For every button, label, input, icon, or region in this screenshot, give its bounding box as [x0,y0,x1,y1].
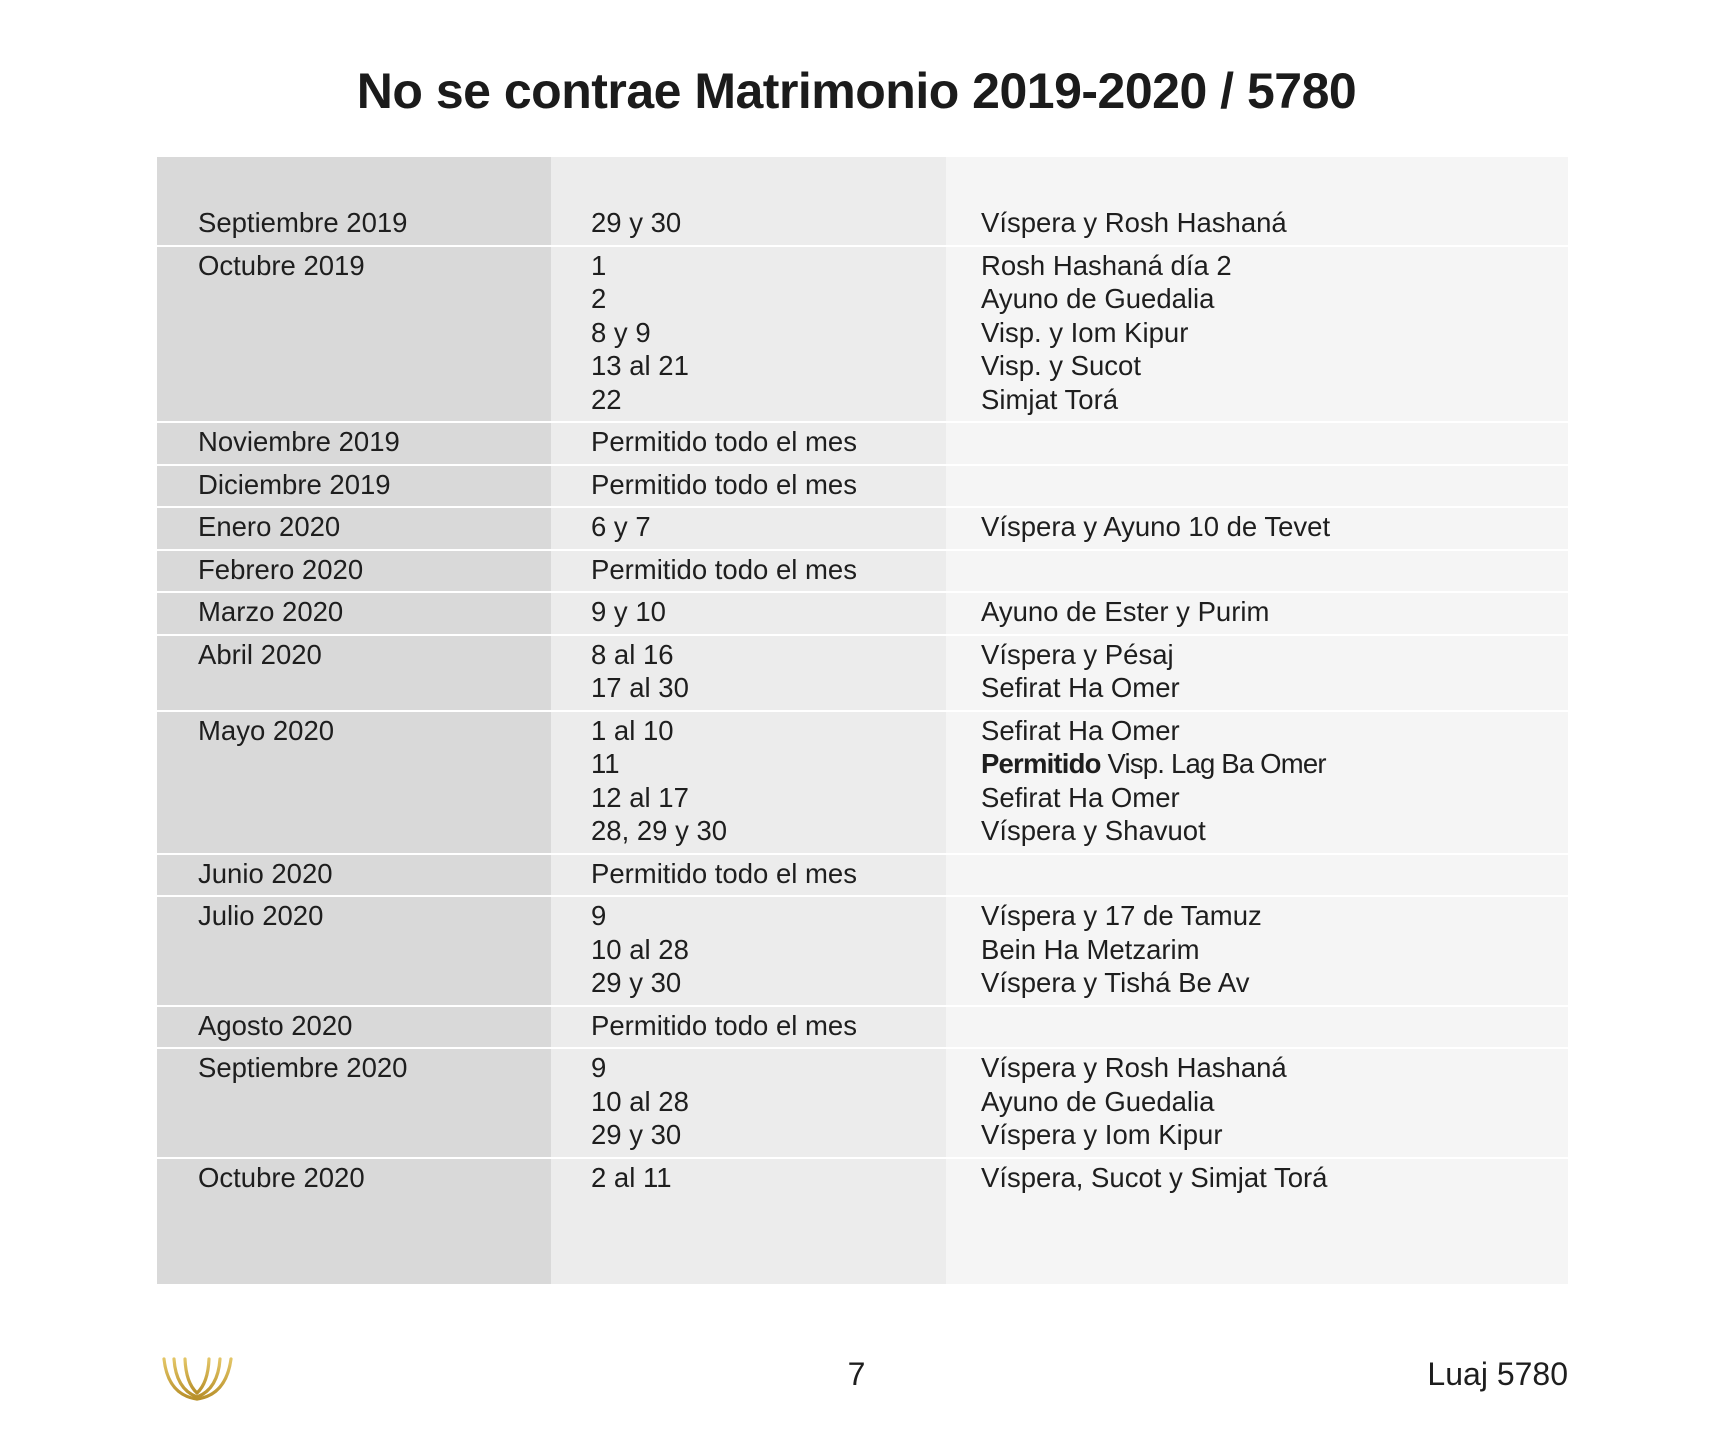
dates-cell [551,553,946,587]
month-cell: Octubre 2019 [198,249,365,281]
date-range: 17 al 30 [591,672,689,703]
reason-cell [946,595,1568,629]
reason-cell [946,468,1568,502]
table-row [157,1159,1568,1200]
date-range: 28, 29 y 30 [591,815,728,846]
table-row [157,593,1568,636]
reason-cell [946,249,1568,417]
reason-cell [946,553,1568,587]
date-range: 6 y 7 [591,511,651,542]
month-cell: Agosto 2020 [198,1009,353,1041]
reason-cell [946,510,1568,544]
date-range: 22 [591,383,622,415]
table-row [157,897,1568,1007]
page-number: 7 [847,1356,866,1392]
month-cell: Marzo 2020 [198,596,344,627]
reason-cell [946,714,1568,848]
publication-name: Luaj 5780 [1427,1356,1568,1392]
date-range: Permitido todo el mes [591,468,857,500]
date-range: Permitido todo el mes [591,1009,857,1041]
table-row [157,247,1568,424]
dates-cell [551,468,946,502]
date-range: Permitido todo el mes [591,857,857,889]
reason-text: Víspera y Ayuno 10 de Tevet [981,511,1331,542]
reason-cell [946,899,1568,1000]
dates-cell [551,249,946,417]
date-range: 10 al 28 [591,1085,689,1117]
table-body [157,204,1568,1199]
date-range: 9 [591,900,607,931]
reason-cell [946,425,1568,459]
reason-text: Visp. y Iom Kipur [981,316,1189,348]
reason-text: Visp. y Sucot [981,350,1141,381]
reason-text: Víspera y Iom Kipur [981,1119,1223,1150]
date-range: 9 y 10 [591,596,666,627]
dates-cell [551,425,946,459]
reason-text: Víspera y Shavuot [981,815,1206,846]
reason-text: Víspera, Sucot y Simjat Torá [981,1161,1328,1193]
prohibited-dates-table [157,157,1568,1284]
reason-cell [946,857,1568,891]
table-row [157,1049,1568,1159]
reason-cell [946,638,1568,705]
month-cell: Mayo 2020 [198,714,335,746]
date-range: 8 al 16 [591,638,674,670]
date-range: 29 y 30 [591,1119,682,1150]
date-range: 1 al 10 [591,714,674,746]
date-range: 9 [591,1052,607,1083]
reason-text: Víspera y Rosh Hashaná [981,1052,1287,1083]
table-row [157,1007,1568,1050]
reason-cell [946,1009,1568,1043]
table-row [157,466,1568,509]
permitted-label: Permitido [981,748,1101,779]
month-cell: Diciembre 2019 [198,468,391,500]
reason-cell [946,1051,1568,1152]
reason-text: Ayuno de Ester y Purim [981,596,1270,627]
month-cell: Febrero 2020 [198,553,364,585]
reason-text: Víspera y Tishá Be Av [981,967,1250,998]
reason-text: Víspera y Pésaj [981,638,1174,670]
date-range: 2 al 11 [591,1161,672,1193]
month-cell: Enero 2020 [198,511,341,542]
date-range: 10 al 28 [591,933,689,965]
reason-text: Ayuno de Guedalia [981,283,1215,314]
table-row [157,712,1568,855]
table-row [157,508,1568,551]
dates-cell [551,899,946,1000]
table-row [157,855,1568,898]
date-range: 13 al 21 [591,350,689,381]
reason-text: Rosh Hashaná día 2 [981,249,1232,281]
reason-text: Víspera y 17 de Tamuz [981,900,1262,931]
page-title: No se contrae Matrimonio 2019-2020 / 5780 [356,63,1357,119]
table-row [157,636,1568,712]
date-range: 12 al 17 [591,781,689,813]
date-range: 29 y 30 [591,207,682,238]
month-cell: Octubre 2020 [198,1161,365,1193]
date-range: 2 [591,283,607,314]
dates-cell [551,1051,946,1152]
reason-text: Sefirat Ha Omer [981,672,1180,703]
dates-cell [551,1009,946,1043]
reason-text: Sefirat Ha Omer [981,714,1180,746]
dates-cell [551,510,946,544]
reason-text [981,747,1568,781]
date-range: 29 y 30 [591,967,682,998]
date-range: 1 [591,249,607,281]
dates-cell [551,206,946,240]
month-cell: Septiembre 2019 [198,207,408,238]
reason-cell [946,1161,1568,1195]
table-row [157,551,1568,594]
dates-cell [551,638,946,705]
table-row [157,423,1568,466]
table-row [157,204,1568,247]
month-cell: Julio 2020 [198,900,324,931]
month-cell: Abril 2020 [198,638,322,670]
dates-cell [551,1161,946,1195]
dates-cell [551,595,946,629]
date-range: Permitido todo el mes [591,553,857,585]
date-range: 11 [591,748,620,779]
reason-text: Simjat Torá [981,383,1119,415]
month-cell: Noviembre 2019 [198,426,400,457]
reason-cell [946,206,1568,240]
reason-detail: Visp. Lag Ba Omer [1100,748,1326,779]
reason-text: Sefirat Ha Omer [981,781,1180,813]
date-range: 8 y 9 [591,316,651,348]
date-range: Permitido todo el mes [591,426,857,457]
reason-text: Ayuno de Guedalia [981,1085,1215,1117]
reason-text: Víspera y Rosh Hashaná [981,207,1287,238]
dates-cell [551,714,946,848]
month-cell: Junio 2020 [198,857,333,889]
month-cell: Septiembre 2020 [198,1052,408,1083]
dates-cell [551,857,946,891]
reason-text: Bein Ha Metzarim [981,933,1200,965]
